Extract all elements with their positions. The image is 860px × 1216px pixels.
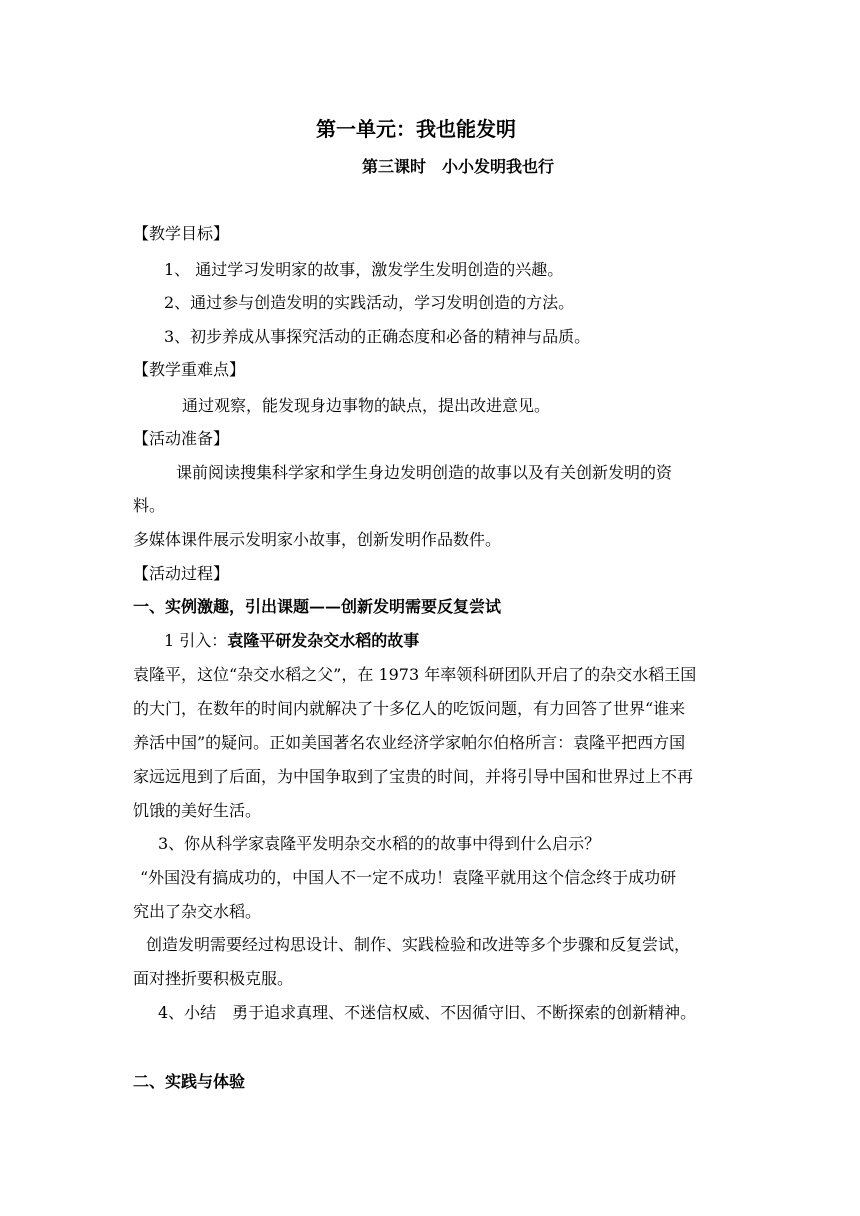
story-line: 袁隆平，这位“杂交水稻之父”，在 1973 年率领科研团队开启了的杂交水稻王国 xyxy=(133,665,697,684)
key-points-heading: 【教学重难点】 xyxy=(133,360,246,379)
intro-title: 袁隆平研发杂交水稻的故事 xyxy=(227,631,420,650)
document-title: 第一单元：我也能发明 xyxy=(316,117,516,141)
story-line: 的大门，在数年的时间内就解决了十多亿人的吃饭问题，有力回答了世界“谁来 xyxy=(133,699,686,718)
part1-heading: 一、实例激趣，引出课题——创新发明需要反复尝试 xyxy=(133,597,502,616)
objective-item: 1、 通过学习发明家的故事，激发学生发明创造的兴趣。 xyxy=(164,260,564,279)
summary-line: 4、小结 勇于追求真理、不迷信权威、不因循守旧、不断探索的创新精神。 xyxy=(158,1003,697,1022)
process-heading: 【活动过程】 xyxy=(133,564,230,583)
story-line: 养活中国”的疑问。正如美国著名农业经济学家帕尔伯格所言：袁隆平把西方国 xyxy=(133,733,686,752)
objectives-heading: 【教学目标】 xyxy=(133,224,230,243)
intro-label: 1 引入： xyxy=(164,631,228,650)
preparation-heading: 【活动准备】 xyxy=(133,429,230,448)
preparation-line: 料。 xyxy=(133,496,166,515)
part2-heading: 二、实践与体验 xyxy=(133,1072,246,1091)
objective-item: 2、通过参与创造发明的实践活动，学习发明创造的方法。 xyxy=(164,293,575,312)
intro-line xyxy=(164,631,419,651)
story-line: 饥饿的美好生活。 xyxy=(133,801,262,820)
objective-item: 3、初步养成从事探究活动的正确态度和必备的精神与品质。 xyxy=(164,327,591,346)
method-line: 面对挫折要积极克服。 xyxy=(133,969,294,988)
answer-line: “外国没有搞成功的，中国人不一定不成功！袁隆平就用这个信念终于成功研 xyxy=(140,868,677,887)
key-points-text: 通过观察，能发现身边事物的缺点，提出改进意见。 xyxy=(182,396,551,415)
preparation-line: 课前阅读搜集科学家和学生身边发明创造的故事以及有关创新发明的资 xyxy=(176,463,673,482)
story-line: 家远远甩到了后面，为中国争取到了宝贵的时间，并将引导中国和世界过上不再 xyxy=(133,767,694,786)
preparation-line: 多媒体课件展示发明家小故事，创新发明作品数件。 xyxy=(133,530,502,549)
document-subtitle: 第三课时 小小发明我也行 xyxy=(362,157,555,176)
question-line: 3、你从科学家袁隆平发明杂交水稻的的故事中得到什么启示？ xyxy=(158,834,601,853)
answer-line: 究出了杂交水稻。 xyxy=(133,902,262,921)
method-line: 创造发明需要经过构思设计、制作、实践检验和改进等多个步骤和反复尝试， xyxy=(146,935,691,954)
